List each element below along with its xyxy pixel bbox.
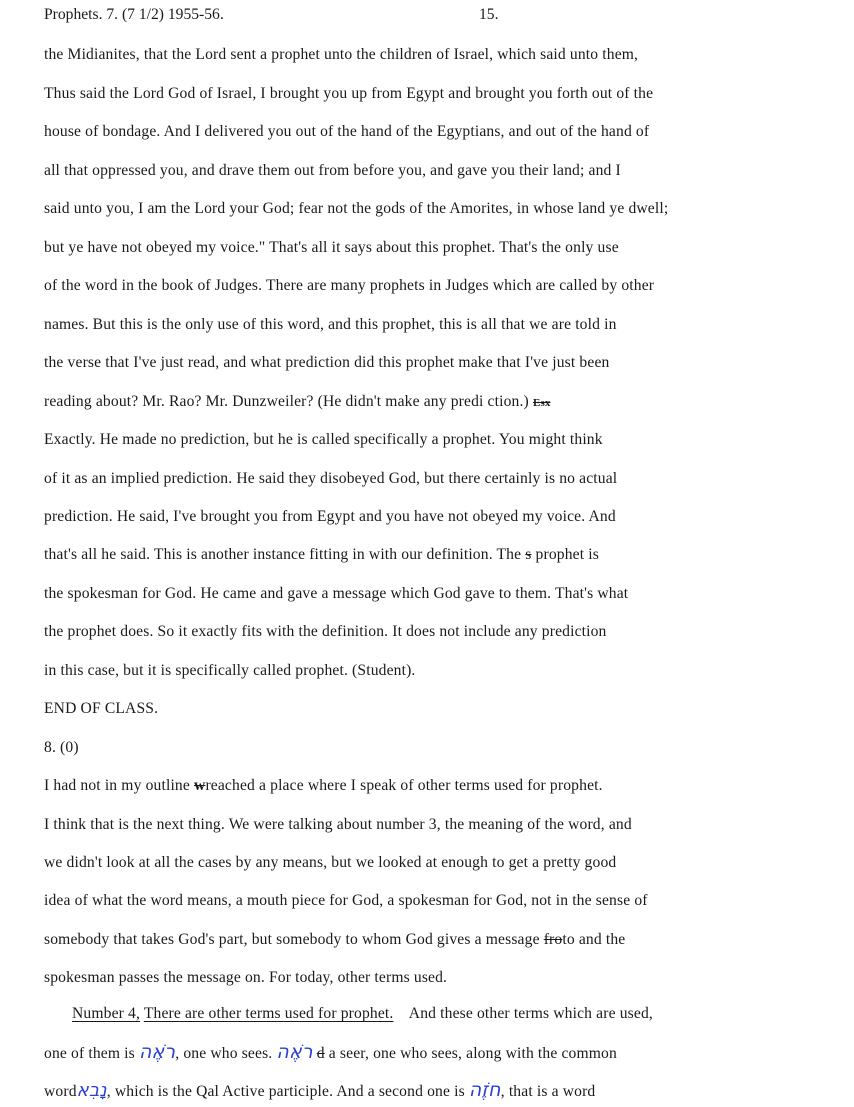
handwritten-hebrew: רֹאֶה xyxy=(138,1041,176,1063)
text-line: said unto you, I am the Lord your God; fear not the gods of the Amorites, in whose land ye dwell; xyxy=(44,200,669,217)
text-line: names. But this is the only use of this word, and this prophet, this is all that we are told in xyxy=(44,316,617,333)
text-segment: one of them is xyxy=(44,1045,135,1062)
text-line xyxy=(44,776,603,796)
text-line: the Midianites, that the Lord sent a prophet unto the children of Israel, which said unto them, xyxy=(44,46,639,63)
text-line xyxy=(44,545,599,565)
text-line: prediction. He said, I've brought you from Egypt and you have not obeyed my voice. And xyxy=(44,508,616,525)
text-segment: I had not in my outline xyxy=(44,777,190,794)
running-header: Prophets. 7. (7 1/2) 1955-56. xyxy=(44,6,224,23)
text-line xyxy=(44,1042,617,1064)
text-line: I think that is the next thing. We were talking about number 3, the meaning of the word, and xyxy=(44,816,632,833)
text-line: the prophet does. So it exactly fits with the definition. It does not include any prediction xyxy=(44,623,607,640)
page-number: 15. xyxy=(479,6,499,23)
handwritten-hebrew: נָבִא xyxy=(76,1080,107,1101)
text-segment: somebody that takes God's part, but somebody to whom God gives a message xyxy=(44,931,540,948)
text-segment: And these other terms which are used, xyxy=(408,1005,653,1022)
text-segment: to and the xyxy=(562,931,626,948)
text-segment: , one who sees. xyxy=(175,1045,273,1062)
text-line: house of bondage. And I delivered you out of the hand of the Egyptians, and out of the hand of xyxy=(44,123,650,140)
section-heading-number: Number 4, xyxy=(72,1005,141,1022)
struck-text: d xyxy=(316,1045,325,1062)
struck-text: Esx xyxy=(532,397,551,409)
text-line: spokesman passes the message on. For today, other terms used. xyxy=(44,969,448,986)
text-line: all that oppressed you, and drave them out from before you, and gave you their land; and I xyxy=(44,162,621,179)
text-line: of the word in the book of Judges. There are many prophets in Judges which are called by other xyxy=(44,277,655,294)
text-line: we didn't look at all the cases by any means, but we looked at enough to get a pretty good xyxy=(44,854,617,871)
text-segment: a seer, one who sees, along with the common xyxy=(328,1045,617,1062)
text-segment: that's all he said. This is another instance fitting in with our definition. The xyxy=(44,546,522,563)
section-heading-text: There are other terms used for prophet. xyxy=(143,1005,394,1022)
text-line: the verse that I've just read, and what prediction did this prophet make that I've just been xyxy=(44,354,610,371)
text-segment: reached a place where I speak of other terms used for prophet. xyxy=(205,777,603,794)
text-line xyxy=(44,1080,595,1102)
handwritten-hebrew: רֹאֶה xyxy=(276,1041,313,1063)
text-line: the spokesman for God. He came and gave a message which God gave to them. That's what xyxy=(44,585,629,602)
struck-text: s xyxy=(525,546,532,563)
text-line: but ye have not obeyed my voice." That's all it says about this prophet. That's the only use xyxy=(44,239,619,256)
text-segment: prophet is xyxy=(535,546,599,563)
text-segment: , which is the Qal Active participle. And a second one is xyxy=(106,1083,465,1100)
number4-heading-line xyxy=(72,1004,653,1024)
section-number: 8. (0) xyxy=(44,739,79,756)
text-segment: reading about? Mr. Rao? Mr. Dunzweiler? (He didn't make any predi ction.) xyxy=(44,393,529,410)
text-segment: word xyxy=(44,1083,77,1100)
end-of-class: END OF CLASS. xyxy=(44,700,159,717)
text-segment: , that is a word xyxy=(500,1083,596,1100)
text-line: idea of what the word means, a mouth piece for God, a spokesman for God, not in the sense of xyxy=(44,892,648,909)
text-line xyxy=(44,930,625,950)
text-line: Thus said the Lord God of Israel, I brought you up from Egypt and brought you forth out of the xyxy=(44,85,654,102)
text-line: of it as an implied prediction. He said they disobeyed God, but there certainly is no actual xyxy=(44,470,618,487)
struck-text: fro xyxy=(543,931,563,948)
text-line: in this case, but it is specifically called prophet. (Student). xyxy=(44,662,416,679)
struck-text: w xyxy=(194,777,206,794)
text-line: Exactly. He made no prediction, but he is called specifically a prophet. You might think xyxy=(44,431,603,448)
text-line xyxy=(44,392,551,413)
handwritten-hebrew: חֹזֶה xyxy=(468,1079,501,1101)
